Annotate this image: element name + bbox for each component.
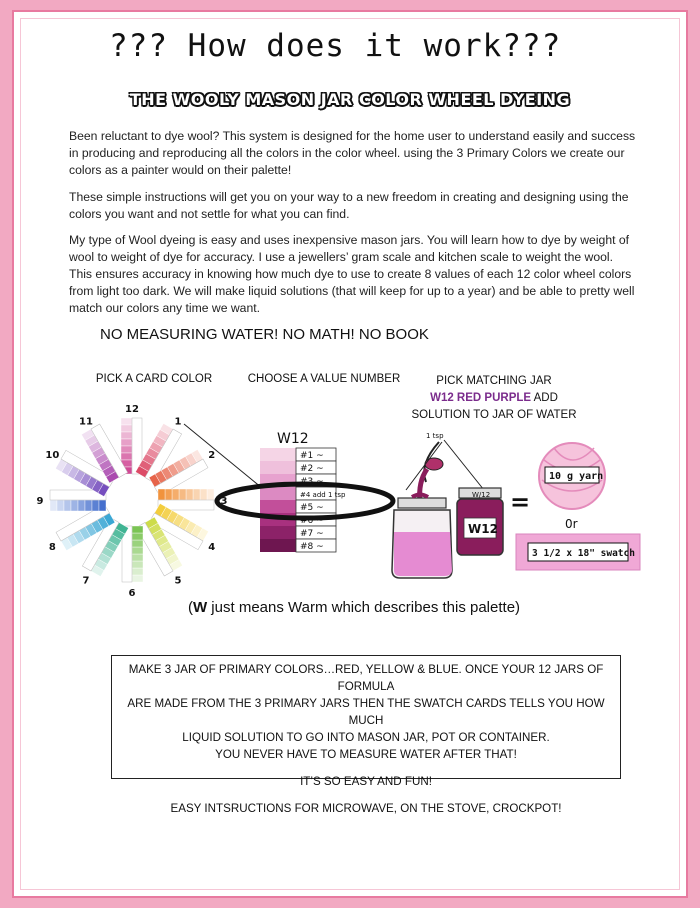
color-wheel [50,418,214,582]
wheel-number: 10 [45,450,60,461]
wheel-number: 11 [79,416,93,428]
wheel-swatch [71,500,78,511]
wheel-number: 2 [208,450,216,461]
spoon-bowl [425,458,443,470]
wheel-number: 7 [82,575,90,587]
instructions-paragraph: These simple instructions will get you on your way to a new freedom in creating and designing using the colors you want and not settle for what you can find. [69,190,629,221]
wheel-number: 3 [220,496,228,507]
wheel-center [108,476,156,524]
yarn-ball [539,443,605,509]
wheel-swatch [99,500,106,511]
footnote-rest: just means Warm which describes this palette) [207,599,521,616]
wheel-number: 1 [174,416,182,428]
wheel-swatch [158,489,165,500]
wheel-swatch [121,453,132,460]
value-swatch [260,448,296,461]
value-swatch [260,526,296,539]
value-swatch [260,461,296,474]
wheel-card-10 [50,490,106,511]
wheel-number: 6 [128,588,136,599]
value-number: #7 ~ [300,529,324,539]
jar-name-highlight: W12 RED PURPLE [430,392,532,404]
warm-footnote [144,599,564,616]
wheel-number: 4 [208,542,216,553]
wheel-swatch [186,489,193,500]
mason-jar [392,495,452,579]
info-line-1: MAKE 3 JAR OF PRIMARY COLORS…RED, YELLOW & BLUE. ONCE YOUR 12 JARS OF FORMULA [128,663,604,693]
wheel-swatch [64,500,71,511]
wheel-swatch [165,489,172,500]
wheel-card-7 [122,526,143,582]
wheel-number: 12 [125,404,139,415]
yarn-label: 10 g yarn [549,471,604,482]
value-card-title: W12 [277,431,309,447]
wheel-card-1 [121,418,142,474]
wheel-number: 5 [174,575,182,587]
wool-swatch [516,534,640,570]
spoon-label: 1 tsp [426,432,444,440]
value-number: #1 ~ [300,451,324,461]
value-number: #4 add 1 tsp [300,491,346,499]
wheel-swatch [78,500,85,511]
wheel-swatch [121,432,132,439]
wheel-number: 9 [36,496,44,507]
wheel-number: 8 [48,542,56,553]
info-box [111,655,621,815]
wheel-swatch [207,489,214,500]
value-swatch [260,487,296,500]
wheel-swatch [50,500,57,511]
value-number: #6 ~ [300,516,324,526]
wheel-swatch [121,425,132,432]
wheel-swatch [200,489,207,500]
equals-sign: = [510,488,531,516]
dye-jar-lid-label: W/12 [472,491,491,499]
wheel-swatch [92,500,99,511]
wheel-card-4 [158,489,214,510]
info-line-6: EASY INTSRUCTIONS FOR MICROWAVE, ON THE STOVE, CROCKPOT! [170,802,562,815]
footnote-w: W [192,599,208,616]
wheel-swatch [121,439,132,446]
wheel-swatch [132,554,143,561]
mason-jar-lid [398,498,446,508]
wheel-swatch [132,568,143,575]
step-3-line3: SOLUTION TO JAR OF WATER [411,409,577,421]
method-paragraph: My type of Wool dyeing is easy and uses inexpensive mason jars. You will learn how to dye by weight of wool to weight of dye for accuracy. I use a jewellers’ gram scale and kitchen scale to weight the wool. This ensures accuracy in knowing how much dye to use to create 8 values of each 12 color wheel colors from light too dark. We will make liquid solutions (that will keep for up to a year) and be able to pretty well match our colors any time we want. [69,233,635,315]
swatch-label: 3 1/2 x 18" swatch [532,548,635,559]
wheel-swatch [132,547,143,554]
value-swatch [260,539,296,552]
info-line-2: ARE MADE FROM THE 3 PRIMARY JARS THEN THE SWATCH CARDS TELLS YOU HOW MUCH [127,697,605,727]
wheel-swatch [132,533,143,540]
no-measuring-heading: NO MEASURING WATER! NO MATH! NO BOOK [100,326,429,343]
intro-paragraph: Been reluctant to dye wool? This system is designed for the home user to understand easily and success in producing and reproducing all the colors in the color wheel. using the 3 Primary Colors we create our colors as a painter would on their palette! [69,129,636,177]
wheel-swatch [132,526,143,533]
value-number: #3 ~ [300,477,324,487]
wheel-swatch [57,500,64,511]
value-number: #5 ~ [300,503,324,513]
mason-jar-liquid [394,532,452,576]
step-3-line1: PICK MATCHING JAR [436,375,552,387]
value-number: #8 ~ [300,542,324,552]
arrow-to-small-jar [444,440,484,490]
wheel-swatch [132,575,143,582]
wheel-swatch [172,489,179,500]
info-line-5: IT’S SO EASY AND FUN! [300,775,432,788]
step-2-caption: CHOOSE A VALUE NUMBER [247,373,401,385]
step-1-caption: PICK A CARD COLOR [95,373,213,385]
wheel-swatch [85,500,92,511]
wheel-swatch [193,489,200,500]
document-page [12,10,688,898]
value-card [217,431,393,552]
value-swatch [260,500,296,513]
footnote-open: ( [187,599,193,616]
dye-jar-label: W12 [468,522,498,536]
info-line-4: YOU NEVER HAVE TO MEASURE WATER AFTER THAT! [215,748,517,761]
wheel-swatch [121,446,132,453]
dye-jar [457,488,503,555]
or-label: 0r [565,517,578,531]
wheel-swatch [132,561,143,568]
wheel-swatch [121,418,132,425]
value-number: #2 ~ [300,464,324,474]
wheel-swatch [132,540,143,547]
info-line-3: LIQUID SOLUTION TO GO INTO MASON JAR, POT OR CONTAINER. [182,731,550,744]
wheel-swatch [179,489,186,500]
page-subtitle: THE WOOLY MASON JAR COLOR WHEEL DYEING [129,90,571,109]
page-title: ??? How does it work??? [109,28,562,64]
step-3-add: ADD [533,392,558,404]
